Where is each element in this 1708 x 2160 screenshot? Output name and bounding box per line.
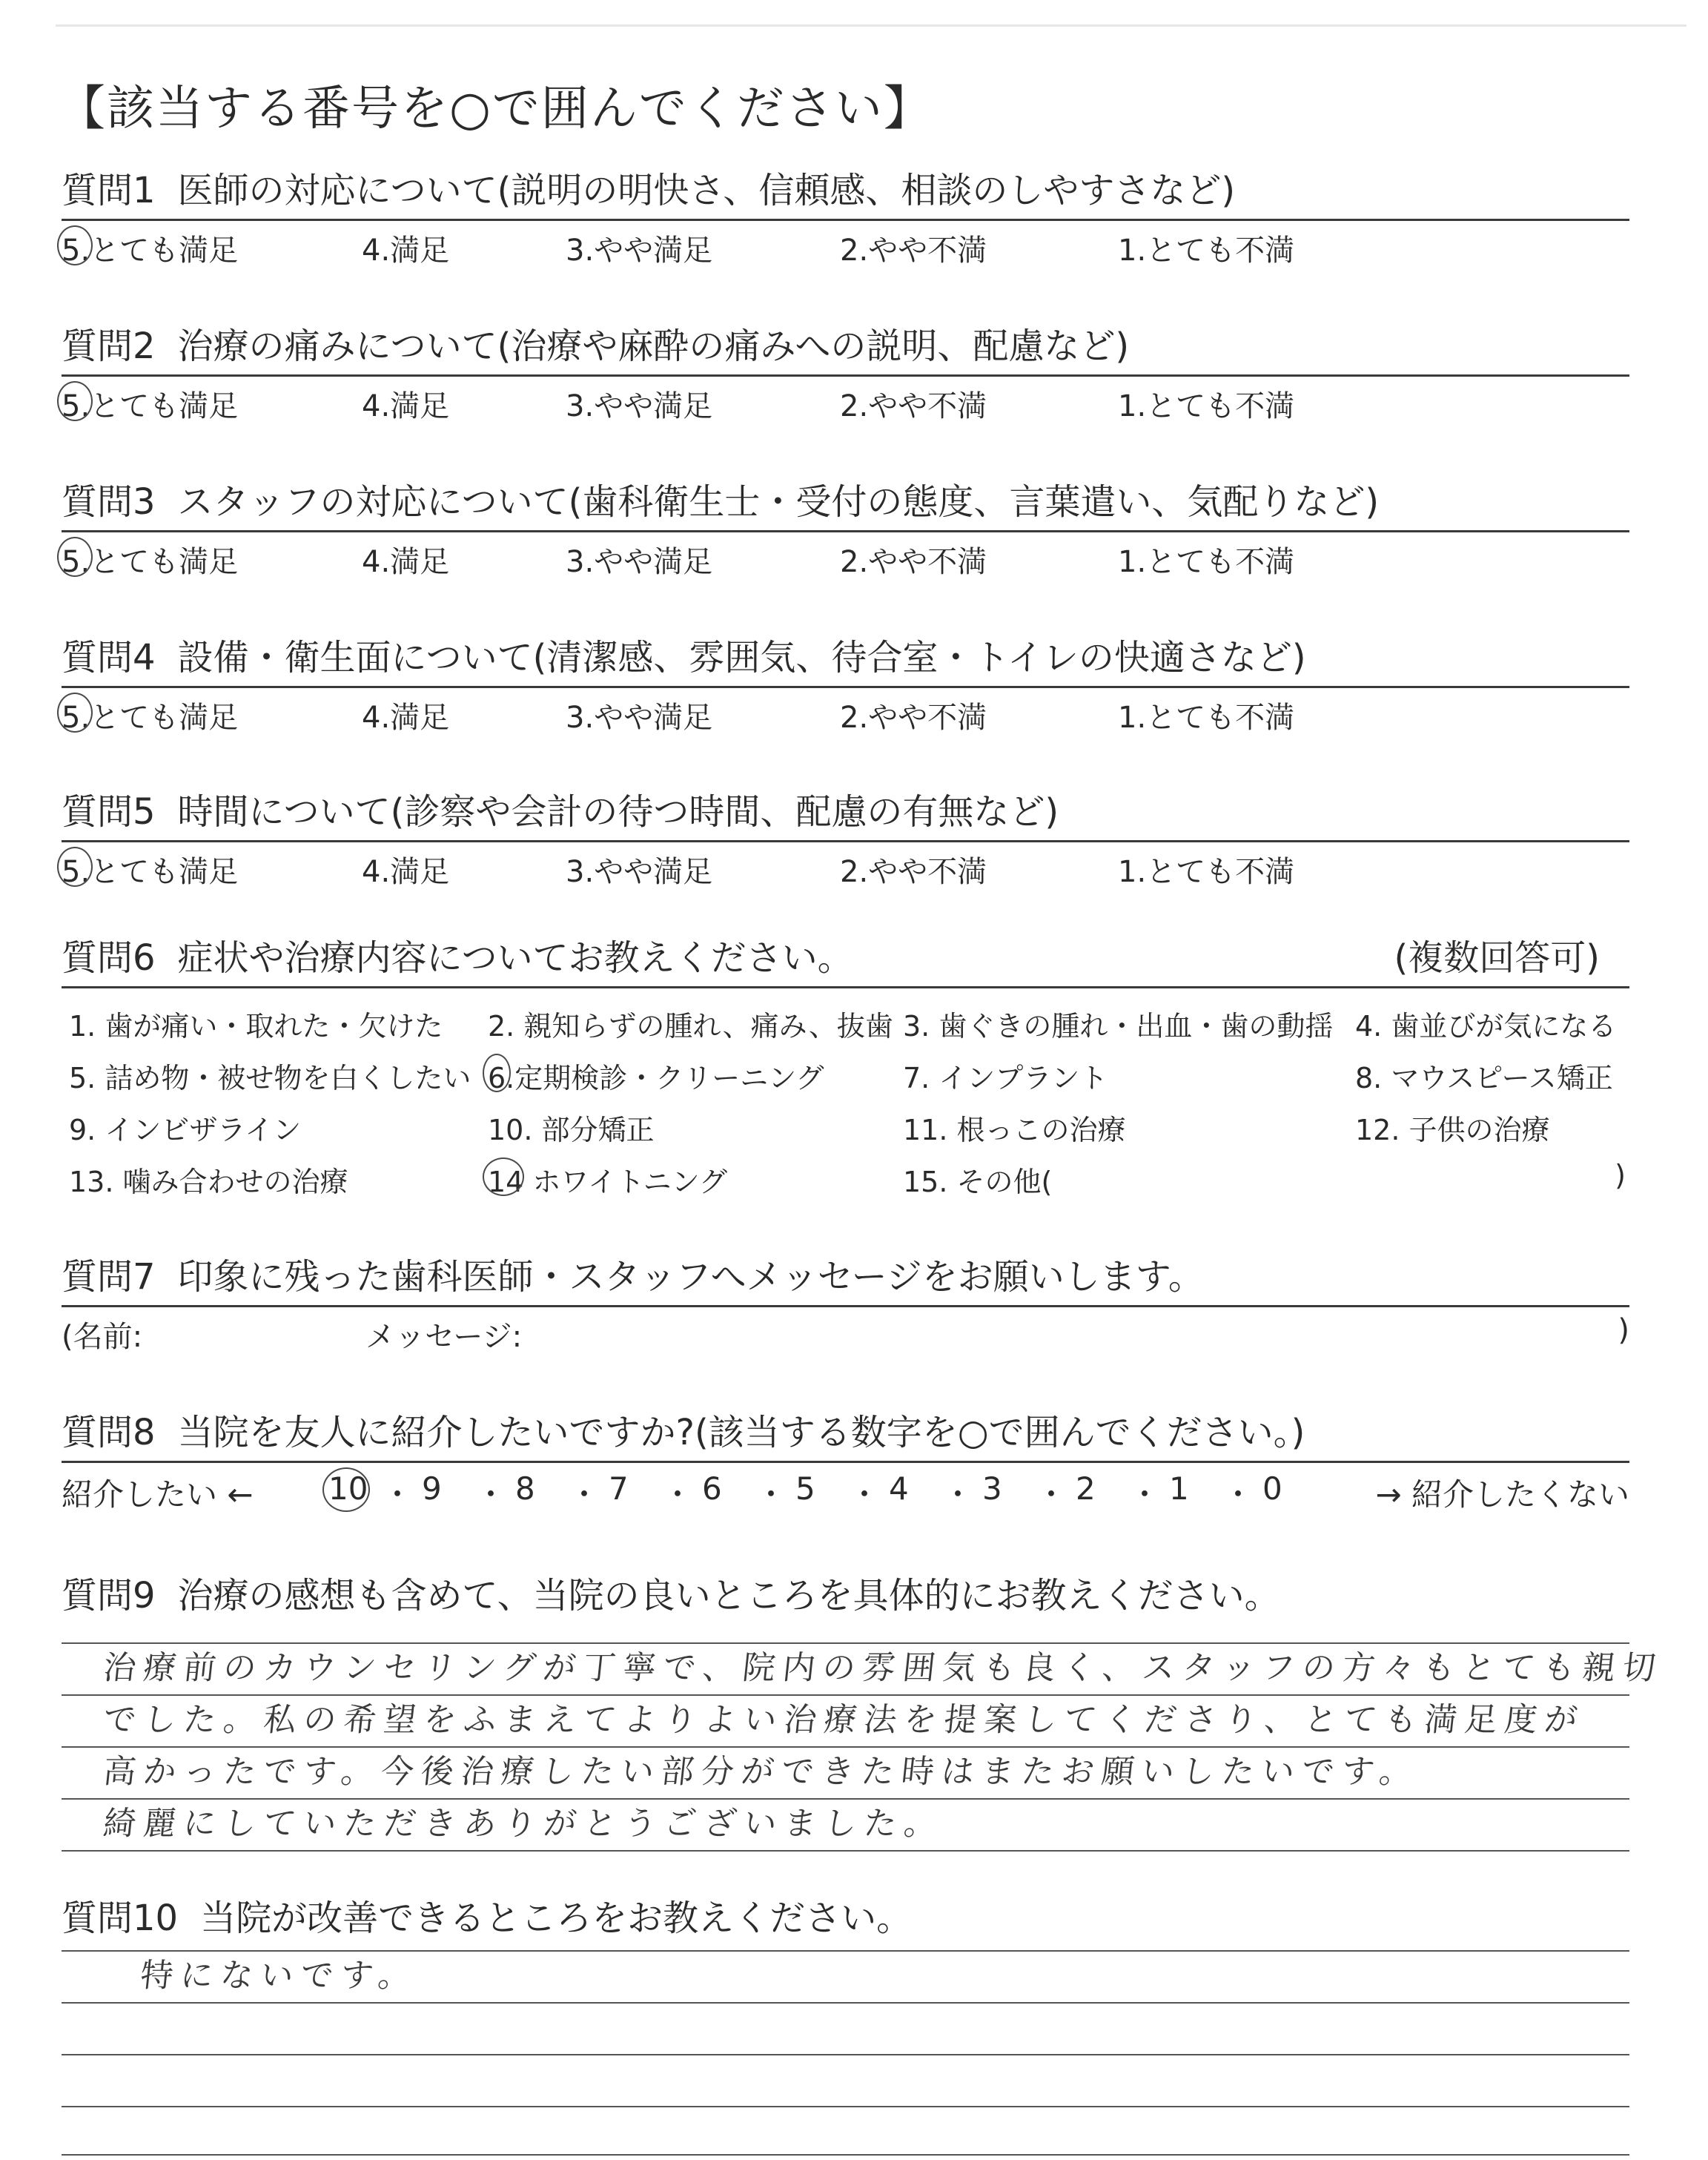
recommend-left-label: 紹介したい ← bbox=[62, 1476, 254, 1513]
scale-separator: ・ bbox=[1036, 1476, 1068, 1513]
rating-option[interactable]: 1.とても不満 bbox=[1118, 701, 1295, 735]
question-number: 質問4 bbox=[62, 637, 156, 678]
question-number: 質問8 bbox=[62, 1412, 156, 1453]
question-4 bbox=[62, 634, 1629, 739]
rating-options bbox=[62, 383, 1629, 427]
scale-separator: ・ bbox=[942, 1476, 974, 1513]
scale-value[interactable]: 3 bbox=[982, 1470, 1002, 1507]
question-8 bbox=[62, 1409, 1629, 1515]
question-title: 当院が改善できるところをお教えください。 bbox=[200, 1898, 913, 1939]
rating-option[interactable]: 2.やや不満 bbox=[840, 701, 987, 735]
form-heading: 【該当する番号を○で囲んでください】 bbox=[58, 82, 933, 136]
question-title: 治療の痛みについて(治療や麻酔の痛みへの説明、配慮など) bbox=[177, 326, 1130, 367]
question-title: 治療の感想も含めて、当院の良いところを具体的にお教えください。 bbox=[177, 1575, 1280, 1616]
handwritten-answer-line: 特にないです。 bbox=[138, 1957, 420, 1995]
handwritten-answer-line: 高かったです。今後治療したい部分ができた時はまたお願いしたいです。 bbox=[101, 1753, 1422, 1791]
answer-rule bbox=[62, 2002, 1629, 2004]
treatment-option[interactable]: 10. 部分矯正 bbox=[488, 1114, 655, 1146]
answer-rule bbox=[62, 2106, 1629, 2107]
treatment-option[interactable]: 8. マウスピース矯正 bbox=[1355, 1062, 1613, 1094]
rating-option[interactable]: 3.やや満足 bbox=[566, 855, 713, 889]
message-row bbox=[62, 1313, 1629, 1358]
scale-value[interactable]: 9 bbox=[422, 1470, 442, 1507]
scale-separator: ・ bbox=[475, 1476, 507, 1513]
scale-separator: ・ bbox=[662, 1476, 694, 1513]
question-number: 質問10 bbox=[62, 1898, 179, 1939]
treatment-options bbox=[62, 996, 1629, 1211]
question-7 bbox=[62, 1253, 1629, 1358]
scale-value[interactable]: 8 bbox=[515, 1470, 535, 1507]
rating-option[interactable]: 1.とても不満 bbox=[1118, 234, 1295, 268]
scale-value[interactable]: 1 bbox=[1169, 1470, 1189, 1507]
question-1 bbox=[62, 167, 1629, 271]
question-rule bbox=[62, 986, 1629, 988]
other-close-paren: ) bbox=[1615, 1159, 1626, 1192]
rating-option[interactable]: 2.やや不満 bbox=[840, 855, 987, 889]
rating-option[interactable]: 3.やや満足 bbox=[566, 234, 713, 268]
handwritten-answer-line: 治療前のカウンセリングが丁寧で、院内の雰囲気も良く、スタッフの方々もとても親切 bbox=[101, 1649, 1665, 1687]
selected-answer-circle bbox=[57, 225, 93, 265]
question-rule bbox=[62, 1305, 1629, 1307]
question-title: スタッフの対応について(歯科衛生士・受付の態度、言葉遣い、気配りなど) bbox=[177, 481, 1380, 523]
question-number: 質問5 bbox=[62, 791, 156, 833]
rating-option[interactable]: 5.とても満足 bbox=[62, 389, 239, 423]
treatment-option[interactable]: 14 ホワイトニング bbox=[488, 1166, 728, 1198]
multiple-answer-note: (複数回答可) bbox=[1394, 937, 1600, 979]
treatment-option[interactable]: 4. 歯並びが気になる bbox=[1355, 1010, 1617, 1043]
treatment-option[interactable]: 13. 噛み合わせの治療 bbox=[69, 1166, 348, 1198]
answer-rule bbox=[62, 2154, 1629, 2156]
scale-separator: ・ bbox=[755, 1476, 787, 1513]
question-number: 質問1 bbox=[62, 170, 156, 211]
treatment-option[interactable]: 3. 歯ぐきの腫れ・出血・歯の動揺 bbox=[903, 1010, 1334, 1043]
question-rule bbox=[62, 840, 1629, 842]
question-title: 症状や治療内容についてお教えください。 bbox=[177, 937, 853, 979]
handwritten-answer-line: でした。私の希望をふまえてよりよい治療法を提案してくださり、とても満足度が bbox=[101, 1701, 1587, 1739]
question-number: 質問3 bbox=[62, 481, 156, 523]
recommend-right-label: → 紹介したくない bbox=[1375, 1476, 1629, 1513]
rating-options bbox=[62, 227, 1629, 271]
message-close-paren: ) bbox=[1618, 1313, 1629, 1347]
scale-value[interactable]: 5 bbox=[795, 1470, 815, 1507]
rating-option[interactable]: 4.満足 bbox=[362, 389, 450, 423]
rating-option[interactable]: 4.満足 bbox=[362, 545, 450, 579]
scale-separator: ・ bbox=[1222, 1476, 1254, 1513]
rating-option[interactable]: 4.満足 bbox=[362, 701, 450, 735]
treatment-option[interactable]: 6.定期検診・クリーニング bbox=[488, 1062, 824, 1094]
treatment-option[interactable]: 2. 親知らずの腫れ、痛み、抜歯 bbox=[488, 1010, 893, 1043]
question-10 bbox=[62, 1895, 1629, 1942]
handwritten-answer-line: 綺麗にしていただきありがとうございました。 bbox=[101, 1805, 947, 1843]
rating-option[interactable]: 2.やや不満 bbox=[840, 389, 987, 423]
selected-answer-circle bbox=[57, 537, 93, 577]
treatment-option[interactable]: 9. インビザライン bbox=[69, 1114, 302, 1146]
scale-separator: ・ bbox=[569, 1476, 600, 1513]
question-rule bbox=[62, 219, 1629, 221]
rating-option[interactable]: 3.やや満足 bbox=[566, 545, 713, 579]
question-rule bbox=[62, 686, 1629, 688]
question-number: 質問9 bbox=[62, 1575, 156, 1616]
question-9 bbox=[62, 1572, 1629, 1619]
treatment-option[interactable]: 1. 歯が痛い・取れた・欠けた bbox=[69, 1010, 443, 1043]
selected-answer-circle bbox=[57, 693, 93, 733]
question-6 bbox=[62, 934, 1629, 1211]
rating-option[interactable]: 1.とても不満 bbox=[1118, 545, 1295, 579]
question-title: 当院を友人に紹介したいですか?(該当する数字を○で囲んでください。) bbox=[177, 1412, 1305, 1453]
selected-answer-circle bbox=[57, 847, 93, 887]
name-label: (名前: bbox=[62, 1320, 143, 1354]
question-number: 質問6 bbox=[62, 937, 156, 979]
question-number: 質問7 bbox=[62, 1256, 156, 1298]
selected-answer-circle bbox=[57, 381, 93, 421]
question-title: 時間について(診察や会計の待つ時間、配慮の有無など) bbox=[177, 791, 1059, 833]
question-title: 医師の対応について(説明の明快さ、信頼感、相談のしやすさなど) bbox=[177, 170, 1236, 211]
question-title: 設備・衛生面について(清潔感、雰囲気、待合室・トイレの快適さなど) bbox=[177, 637, 1306, 678]
scale-value[interactable]: 6 bbox=[702, 1470, 722, 1507]
rating-option[interactable]: 1.とても不満 bbox=[1118, 855, 1295, 889]
selected-answer-circle bbox=[483, 1157, 524, 1196]
rating-option[interactable]: 2.やや不満 bbox=[840, 545, 987, 579]
rating-option[interactable]: 5.とても満足 bbox=[62, 701, 239, 735]
treatment-option[interactable]: 15. その他( bbox=[903, 1166, 1053, 1198]
question-rule bbox=[62, 1461, 1629, 1463]
top-divider bbox=[56, 24, 1687, 27]
scale-value[interactable]: 10 bbox=[328, 1470, 368, 1507]
question-2 bbox=[62, 323, 1629, 427]
answer-rule bbox=[62, 1850, 1629, 1852]
treatment-option[interactable]: 5. 詰め物・被せ物を白くしたい bbox=[69, 1062, 471, 1094]
scale-value[interactable]: 0 bbox=[1262, 1470, 1282, 1507]
question-5 bbox=[62, 788, 1629, 893]
question-title: 印象に残った歯科医師・スタッフへメッセージをお願いします。 bbox=[177, 1256, 1204, 1298]
treatment-option[interactable]: 12. 子供の治療 bbox=[1355, 1114, 1550, 1146]
rating-options bbox=[62, 694, 1629, 739]
scale-value[interactable]: 7 bbox=[609, 1470, 629, 1507]
scale-value[interactable]: 2 bbox=[1076, 1470, 1096, 1507]
rating-option[interactable]: 2.やや不満 bbox=[840, 234, 987, 268]
rating-option[interactable]: 5.とても満足 bbox=[62, 545, 239, 579]
treatment-option[interactable]: 7. インプラント bbox=[903, 1062, 1108, 1094]
recommend-scale bbox=[62, 1470, 1629, 1515]
rating-option[interactable]: 3.やや満足 bbox=[566, 389, 713, 423]
question-3 bbox=[62, 478, 1629, 583]
answer-rule bbox=[62, 2054, 1629, 2055]
rating-option[interactable]: 1.とても不満 bbox=[1118, 389, 1295, 423]
rating-option[interactable]: 3.やや満足 bbox=[566, 701, 713, 735]
scale-separator: ・ bbox=[1129, 1476, 1161, 1513]
scale-value[interactable]: 4 bbox=[889, 1470, 909, 1507]
scale-separator: ・ bbox=[849, 1476, 881, 1513]
selected-answer-circle bbox=[483, 1054, 511, 1092]
rating-options bbox=[62, 538, 1629, 583]
rating-option[interactable]: 4.満足 bbox=[362, 234, 450, 268]
rating-option[interactable]: 5.とても満足 bbox=[62, 855, 239, 889]
question-rule bbox=[62, 530, 1629, 532]
rating-options bbox=[62, 848, 1629, 893]
scale-separator: ・ bbox=[382, 1476, 414, 1513]
rating-option[interactable]: 4.満足 bbox=[362, 855, 450, 889]
rating-option[interactable]: 5.とても満足 bbox=[62, 234, 239, 268]
question-number: 質問2 bbox=[62, 326, 156, 367]
selected-answer-circle bbox=[322, 1467, 370, 1512]
message-label: メッセージ: bbox=[365, 1320, 523, 1354]
treatment-option[interactable]: 11. 根っこの治療 bbox=[903, 1114, 1126, 1146]
question-rule bbox=[62, 374, 1629, 377]
